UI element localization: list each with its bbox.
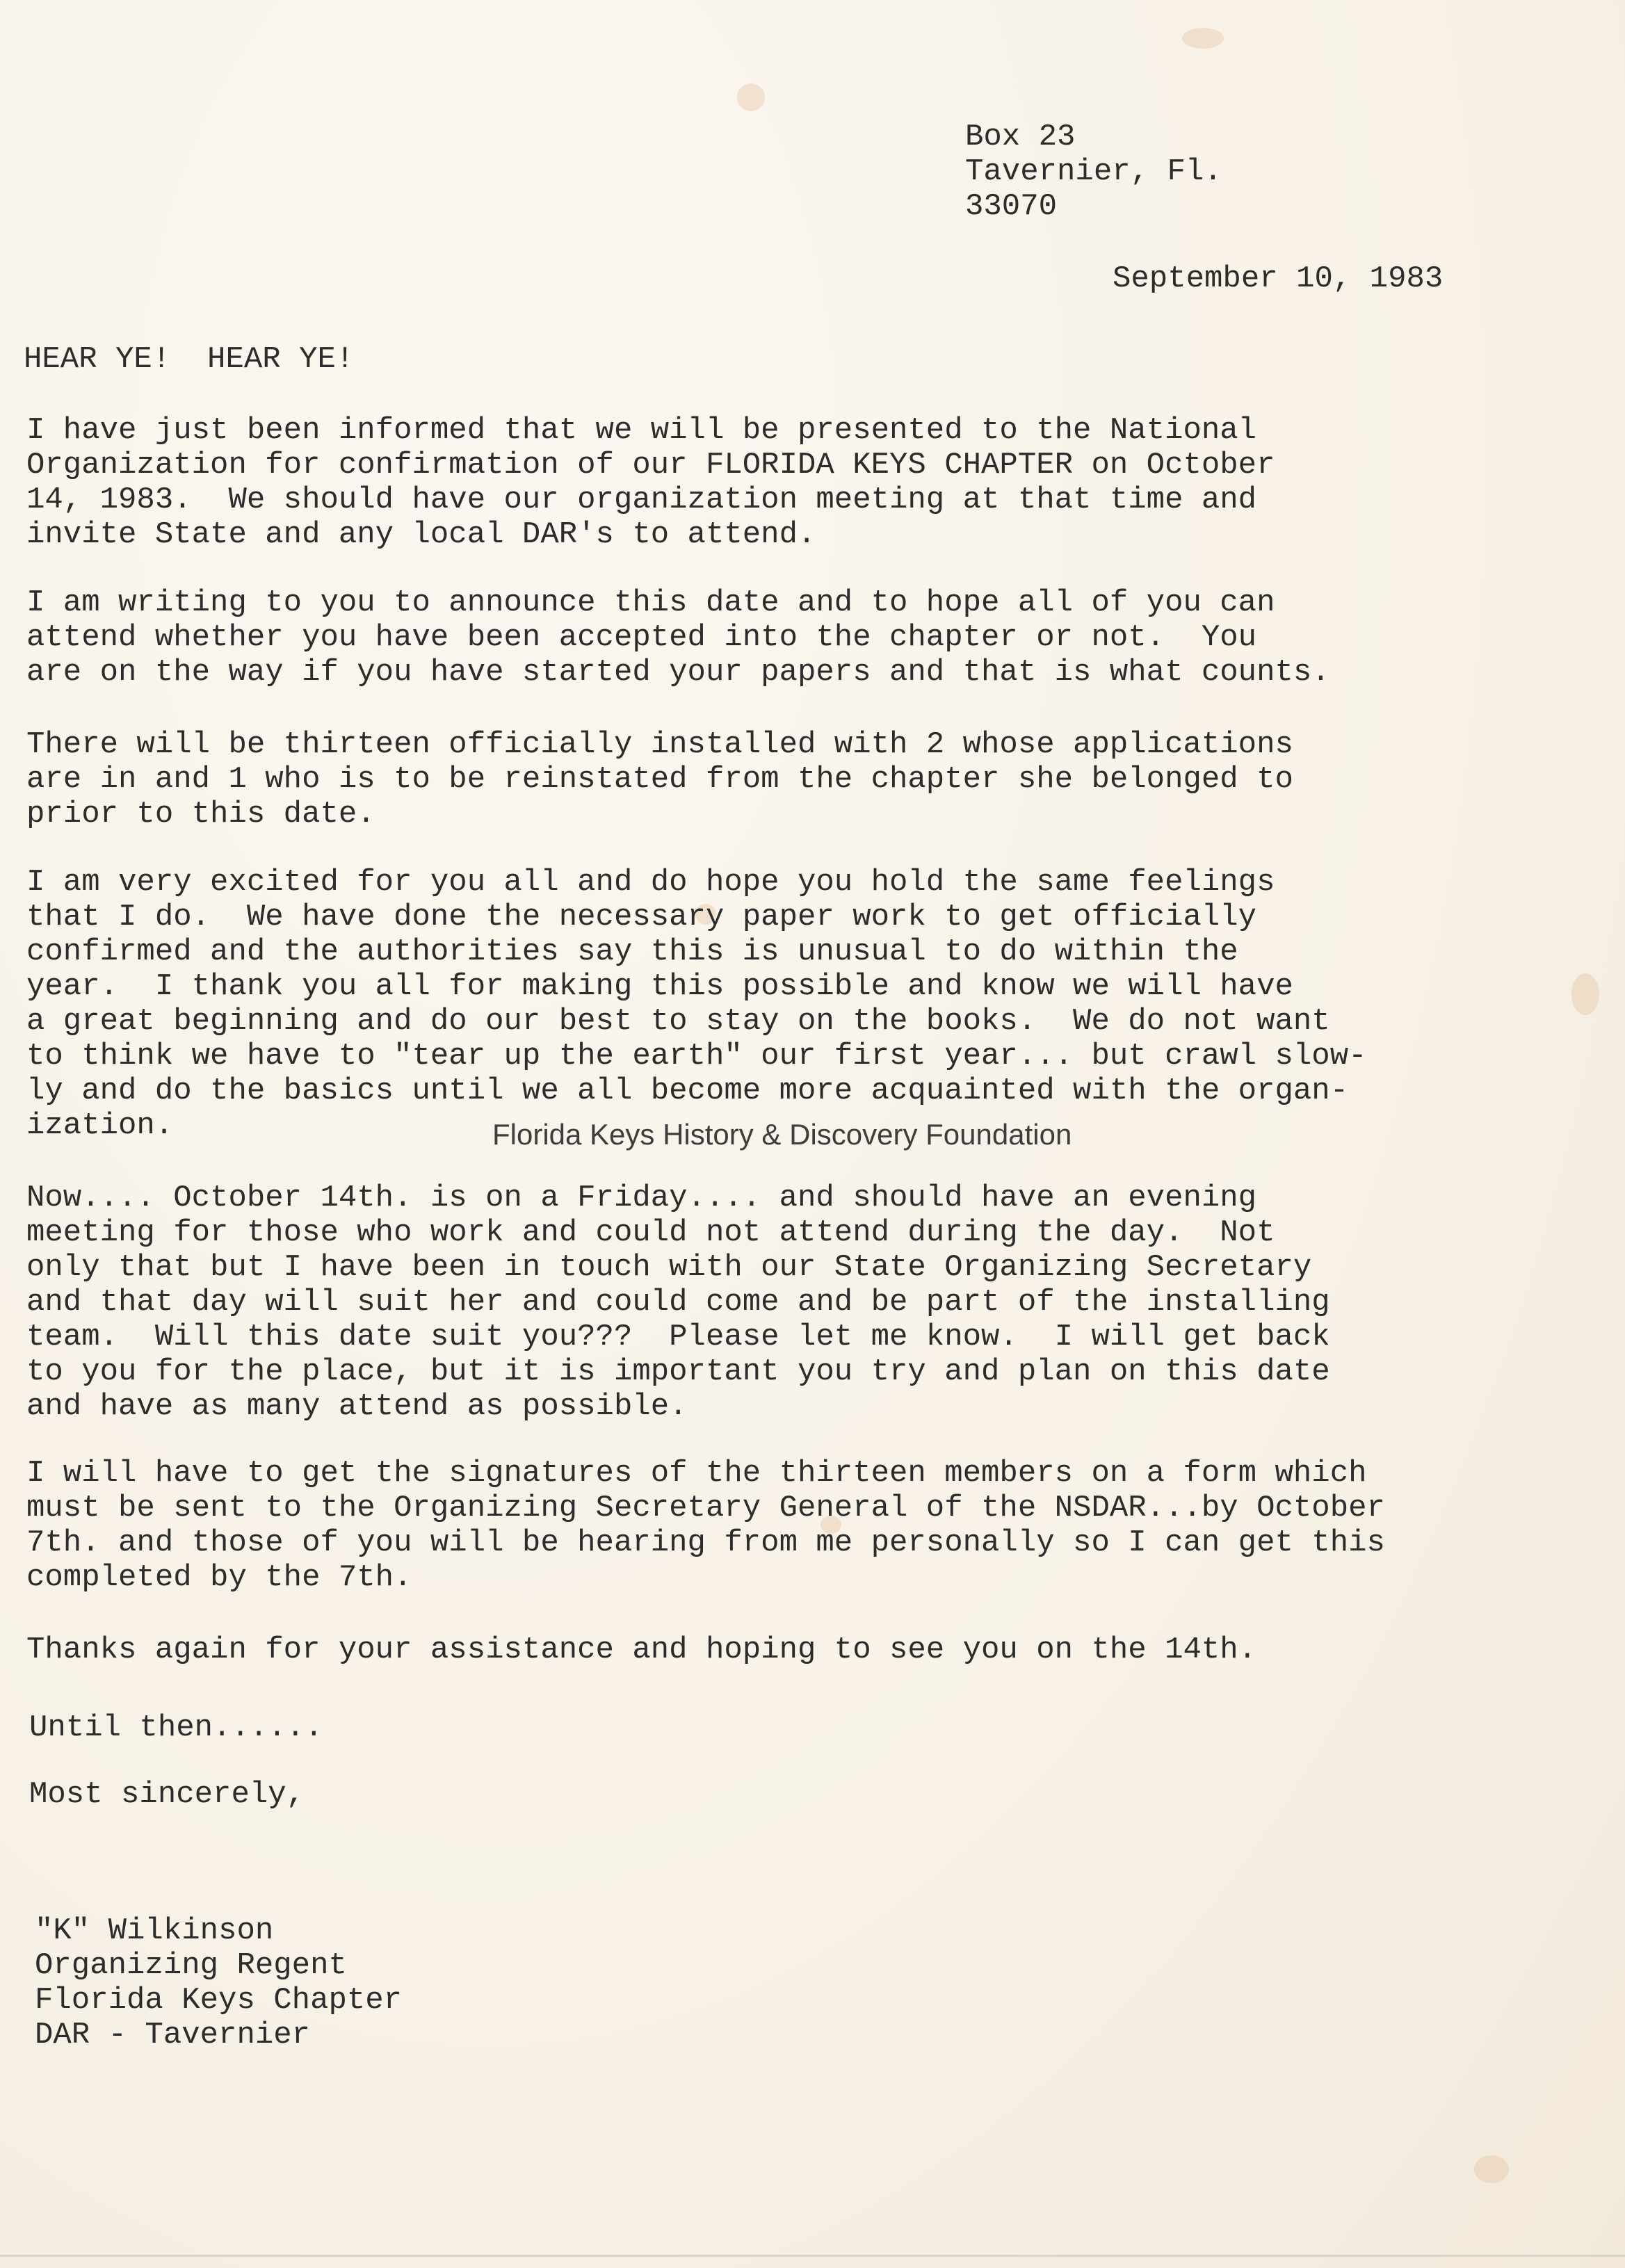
paragraph-2: [26, 585, 1330, 690]
text-line: Thanks again for your assistance and hoping to see you on the 14th.: [26, 1633, 1257, 1667]
signature-line: Organizing Regent: [35, 1948, 347, 1983]
paper-stain: [1571, 973, 1599, 1015]
signature-line: DAR - Tavernier: [35, 2018, 311, 2052]
text-line: to you for the place, but it is important you try and plan on this date: [26, 1354, 1330, 1389]
address-line: Tavernier, Fl.: [965, 154, 1222, 189]
signature-block: [35, 1913, 402, 2052]
paragraph-7: [26, 1633, 1256, 1667]
salutation: HEAR YE! HEAR YE!: [24, 342, 355, 377]
text-line: I will have to get the signatures of the thirteen members on a form which: [26, 1456, 1367, 1491]
text-line: meeting for those who work and could not attend during the day. Not: [26, 1215, 1275, 1250]
text-line: 7th. and those of you will be hearing from me personally so I can get this: [26, 1525, 1385, 1560]
text-line: prior to this date.: [26, 797, 375, 832]
text-line: ization.: [26, 1108, 174, 1143]
address-line: Box 23: [965, 120, 1076, 154]
paragraph-1: [26, 413, 1275, 552]
closing-sincerely: Most sincerely,: [29, 1777, 305, 1812]
paragraph-3: [26, 727, 1293, 832]
text-line: 14, 1983. We should have our organization meeting at that time and: [26, 483, 1257, 517]
text-line: I am very excited for you all and do hope you hold the same feelings: [26, 865, 1275, 900]
text-line: team. Will this date suit you??? Please let me know. I will get back: [26, 1320, 1330, 1354]
text-line: I have just been informed that we will be presented to the National: [26, 413, 1257, 448]
text-line: invite State and any local DAR's to attend.: [26, 517, 816, 552]
paper-stain: [737, 83, 765, 111]
text-line: Now.... October 14th. is on a Friday.... and should have an evening: [26, 1181, 1257, 1215]
signature-line: Florida Keys Chapter: [35, 1983, 403, 2018]
text-line: confirmed and the authorities say this is unusual to do within the: [26, 934, 1238, 969]
text-line: ly and do the basics until we all become more acquainted with the organ-: [26, 1074, 1349, 1108]
text-line: Organization for confirmation of our FLORIDA KEYS CHAPTER on October: [26, 448, 1275, 483]
paragraph-5: [26, 1181, 1330, 1424]
paragraph-4: [26, 865, 1367, 1143]
paragraph-6: [26, 1456, 1385, 1595]
paper-stain: [1474, 2155, 1509, 2183]
text-line: year. I thank you all for making this possible and know we will have: [26, 969, 1293, 1004]
paper-stain: [1182, 28, 1224, 49]
text-line: to think we have to "tear up the earth" our first year... but crawl slow-: [26, 1039, 1367, 1074]
closing-until-then: Until then......: [29, 1710, 323, 1745]
text-line: only that but I have been in touch with our State Organizing Secretary: [26, 1250, 1312, 1285]
address-line: 33070: [965, 189, 1058, 224]
page-edge: [0, 2255, 1625, 2257]
text-line: must be sent to the Organizing Secretary General of the NSDAR...by October: [26, 1491, 1385, 1525]
text-line: are on the way if you have started your papers and that is what counts.: [26, 655, 1330, 690]
text-line: I am writing to you to announce this date and to hope all of you can: [26, 585, 1275, 620]
watermark: Florida Keys History & Discovery Foundation: [492, 1118, 1072, 1151]
sender-address: [965, 120, 1222, 224]
text-line: There will be thirteen officially installed with 2 whose applications: [26, 727, 1293, 762]
text-line: are in and 1 who is to be reinstated from the chapter she belonged to: [26, 762, 1293, 797]
text-line: and that day will suit her and could come and be part of the installing: [26, 1285, 1330, 1320]
text-line: completed by the 7th.: [26, 1560, 412, 1595]
signature-line: "K" Wilkinson: [35, 1913, 274, 1948]
text-line: attend whether you have been accepted into the chapter or not. You: [26, 620, 1257, 655]
text-line: and have as many attend as possible.: [26, 1389, 688, 1424]
text-line: that I do. We have done the necessary paper work to get officially: [26, 900, 1257, 934]
text-line: a great beginning and do our best to stay on the books. We do not want: [26, 1004, 1330, 1039]
letter-date: September 10, 1983: [1113, 261, 1444, 296]
